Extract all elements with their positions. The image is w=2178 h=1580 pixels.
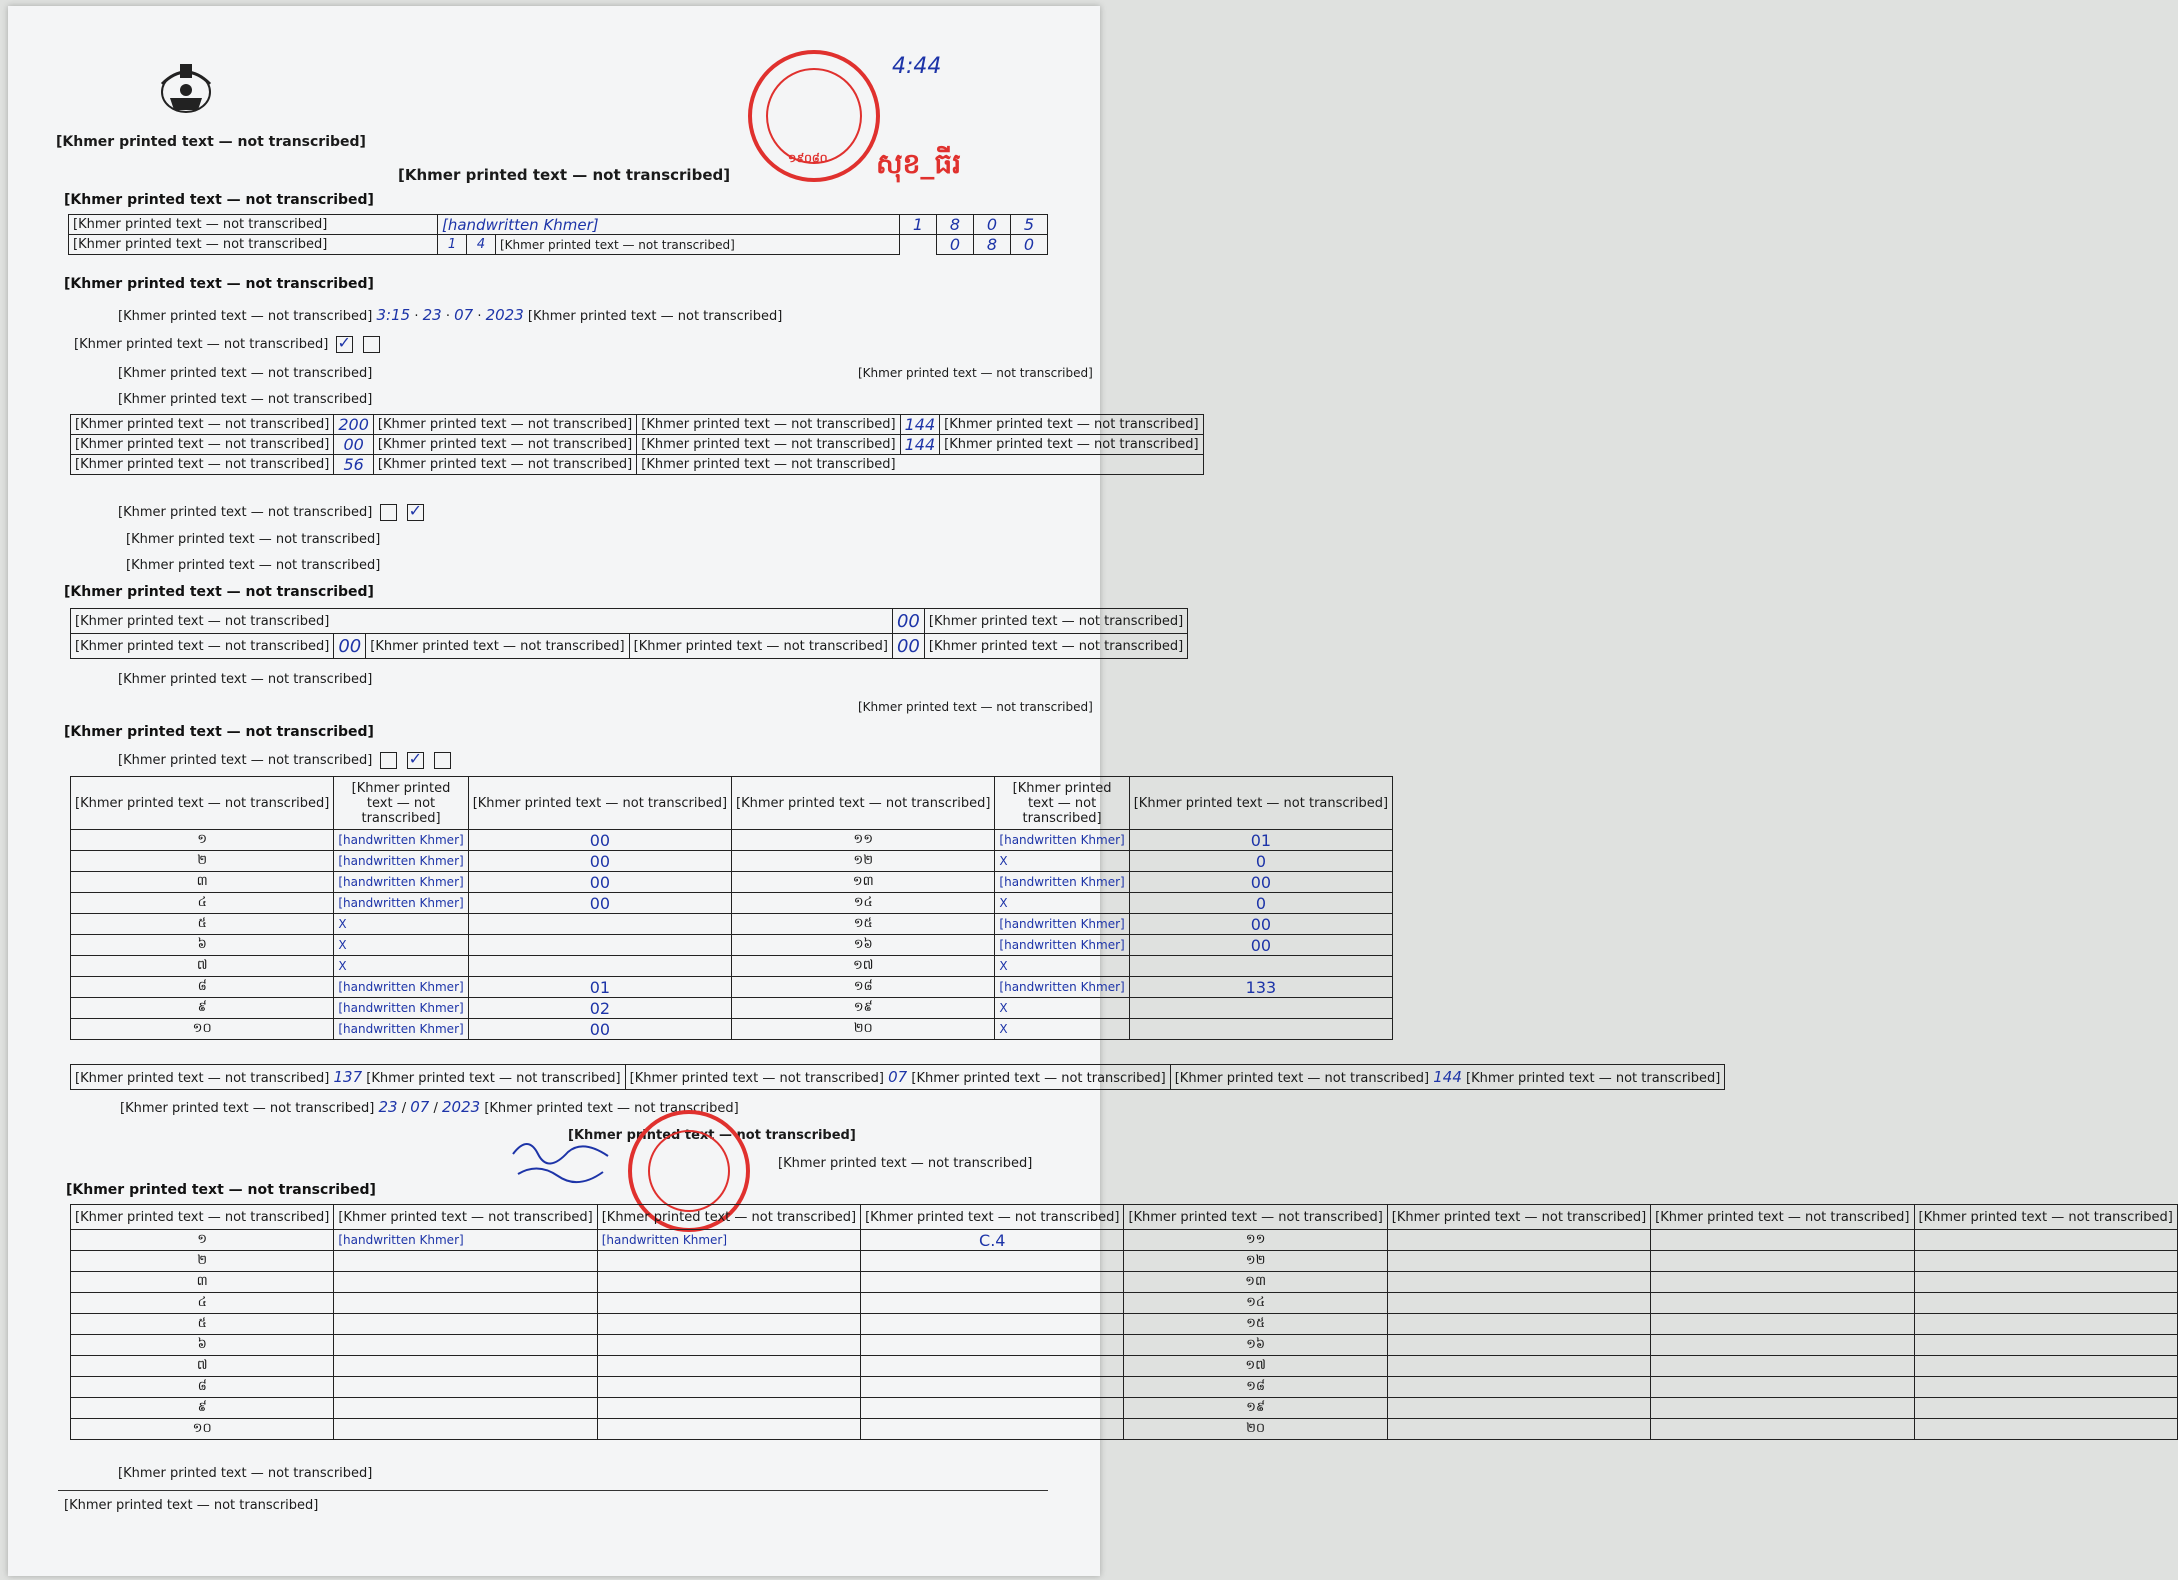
vote-row-no: ១២: [732, 851, 995, 872]
vote-row-no: ២០: [732, 1019, 995, 1040]
vote-row-votes: [468, 914, 731, 935]
table-row: [71, 977, 1393, 998]
vote-row-party: [handwritten Khmer]: [334, 851, 468, 872]
sheets-3-checkbox[interactable]: [434, 752, 451, 769]
vote-row-votes: 00: [1129, 935, 1392, 956]
vote-row-party: [handwritten Khmer]: [995, 935, 1129, 956]
witness-name: [handwritten Khmer]: [334, 1230, 597, 1251]
commune-code-digit: 0: [937, 235, 974, 255]
vote-row-votes: 01: [468, 977, 731, 998]
count-label: [Khmer printed text — not transcribed]: [71, 435, 334, 455]
witness-party: [1651, 1230, 1914, 1251]
witness-party: [1651, 1272, 1914, 1293]
witness-col-party: [Khmer printed text — not transcribed]: [597, 1205, 860, 1230]
table-row: [71, 998, 1393, 1019]
complaint-label: [Khmer printed text — not transcribed]: [71, 609, 893, 634]
section3-heading: [Khmer printed text — not transcribed]: [64, 584, 374, 600]
commune-code-digit: 8: [974, 235, 1011, 255]
witness-party: [597, 1272, 860, 1293]
station-table: [68, 214, 1048, 255]
table-row: [71, 1398, 2178, 1419]
vote-row-no: ១៧: [732, 956, 995, 977]
vote-row-votes: 01: [1129, 830, 1392, 851]
count-right-value: 144: [900, 415, 940, 435]
witness-sign: C.4: [861, 1230, 1124, 1251]
witness-no: ៥: [71, 1314, 334, 1335]
vote-row-party: [handwritten Khmer]: [334, 998, 468, 1019]
count-unit: [Khmer printed text — not transcribed]: [373, 455, 636, 475]
witness-sign: [1914, 1398, 2177, 1419]
vote-row-party: X: [334, 935, 468, 956]
witness-party: [597, 1419, 860, 1440]
witness-no: ១៩: [1124, 1398, 1387, 1419]
vote-row-party: [handwritten Khmer]: [995, 977, 1129, 998]
witness-name: [1387, 1335, 1650, 1356]
witness-table: [70, 1204, 2178, 1440]
prior-note: [Khmer printed text — not transcribed]: [118, 366, 373, 381]
vote-row-votes: [1129, 1019, 1392, 1040]
witness-no: ៨: [71, 1377, 334, 1398]
vote-row-no: ១៣: [732, 872, 995, 893]
witness-no: ១៥: [1124, 1314, 1387, 1335]
opening-time: 3:15: [376, 306, 411, 324]
witness-name: [1387, 1398, 1650, 1419]
vote-row-no: ១៨: [732, 977, 995, 998]
vote-row-no: ២: [71, 851, 334, 872]
code-digit: 0: [974, 215, 1011, 235]
resolved-label: [Khmer printed text — not transcribed]: [71, 634, 334, 659]
witness-sign: [1914, 1251, 2177, 1272]
witness-party: [1651, 1377, 1914, 1398]
witness-name: [1387, 1377, 1650, 1398]
vote-row-no: ១៩: [732, 998, 995, 1019]
vote-row-party: X: [334, 914, 468, 935]
count-label: [Khmer printed text — not transcribed]: [71, 415, 334, 435]
witness-footnote: [Khmer printed text — not transcribed]: [118, 1466, 373, 1481]
total-valid-label: [Khmer printed text — not transcribed]: [75, 1071, 330, 1086]
total-valid-value: 137: [333, 1068, 363, 1086]
difference-note: [Khmer printed text — not transcribed]: [126, 532, 381, 547]
table-row: [71, 872, 1393, 893]
witness-name: [334, 1398, 597, 1419]
witness-sign: [1914, 1293, 2177, 1314]
count-value: 56: [334, 455, 374, 475]
witness-sign: [861, 1251, 1124, 1272]
section4-heading: [Khmer printed text — not transcribed]: [64, 724, 374, 740]
total-valid-unit: [Khmer printed text — not transcribed]: [366, 1071, 621, 1086]
witness-sign: [1914, 1356, 2177, 1377]
code-digit: 1: [900, 215, 937, 235]
count-right-label: [Khmer printed text — not transcribed]: [637, 455, 1203, 475]
witness-name: [334, 1377, 597, 1398]
counts-intro: [Khmer printed text — not transcribed]: [118, 392, 373, 407]
handwritten-name: សុខ_ធីរ: [876, 147, 962, 180]
sheets-text: [Khmer printed text — not transcribed]: [118, 753, 373, 768]
witness-party: [1651, 1335, 1914, 1356]
vote-row-party: X: [995, 956, 1129, 977]
table-row: [71, 1314, 2178, 1335]
witness-party: [597, 1356, 860, 1377]
witness-no: ១៤: [1124, 1293, 1387, 1314]
witness-name: [334, 1419, 597, 1440]
vote-row-no: ១៦: [732, 935, 995, 956]
date-day: 23: [378, 1098, 398, 1116]
seal-text: [Khmer printed text — not transcribed]: [74, 337, 329, 352]
opening-suffix: [Khmer printed text — not transcribed]: [527, 309, 783, 324]
witness-name: [334, 1251, 597, 1272]
complaint-note-hint: [Khmer printed text — not transcribed]: [858, 700, 1093, 714]
opening-year: 2023: [485, 306, 524, 324]
count-right-label: [Khmer printed text — not transcribed]: [637, 435, 900, 455]
commune-code-digit: 0: [1011, 235, 1048, 255]
vote-row-no: ៦: [71, 935, 334, 956]
difference-text: [Khmer printed text — not transcribed]: [118, 505, 373, 520]
witness-sign: [861, 1293, 1124, 1314]
witness-party: [1651, 1251, 1914, 1272]
vote-row-votes: 00: [468, 851, 731, 872]
table-row: [71, 956, 1393, 977]
complaints-table: [70, 608, 1188, 659]
witness-name: [334, 1293, 597, 1314]
table-row: [71, 1019, 1393, 1040]
vote-row-no: ១: [71, 830, 334, 851]
vote-row-no: ៧: [71, 956, 334, 977]
form-sheet: [8, 6, 2173, 1576]
secretary-line: [Khmer printed text — not transcribed]: [778, 1156, 1033, 1171]
count-unit: [Khmer printed text — not transcribed]: [373, 435, 636, 455]
witness-no: ៣: [71, 1272, 334, 1293]
witness-col-no: [Khmer printed text — not transcribed]: [1124, 1205, 1387, 1230]
witness-no: ៩: [71, 1398, 334, 1419]
vote-row-party: [handwritten Khmer]: [995, 830, 1129, 851]
witness-name: [1387, 1419, 1650, 1440]
footer-divider: [58, 1490, 1048, 1491]
witness-col-name: [Khmer printed text — not transcribed]: [334, 1205, 597, 1230]
table-row: [71, 851, 1393, 872]
table-row: [71, 1293, 2178, 1314]
vote-row-no: ៣: [71, 872, 334, 893]
vote-row-votes: 00: [468, 830, 731, 851]
witness-sign: [1914, 1419, 2177, 1440]
witness-no: ១: [71, 1230, 334, 1251]
sheets-1-checkbox[interactable]: [380, 752, 397, 769]
vote-totals: [70, 1064, 1725, 1090]
vote-row-party: X: [995, 1019, 1129, 1040]
vote-row-no: ១១: [732, 830, 995, 851]
witness-no: ១៨: [1124, 1377, 1387, 1398]
opening-month: 07: [454, 306, 474, 324]
org-name: [Khmer printed text — not transcribed]: [56, 134, 366, 150]
station-name: [handwritten Khmer]: [438, 215, 900, 235]
vote-row-votes: 02: [468, 998, 731, 1019]
witness-col-party: [Khmer printed text — not transcribed]: [1651, 1205, 1914, 1230]
vote-row-party: X: [334, 956, 468, 977]
opening-day: 23: [422, 306, 442, 324]
witness-party: [1651, 1398, 1914, 1419]
witness-sign: [861, 1314, 1124, 1335]
chair-title: [Khmer printed text — not transcribed]: [568, 1128, 856, 1143]
count-unit: [Khmer printed text — not transcribed]: [373, 415, 636, 435]
total-invalid-label: [Khmer printed text — not transcribed]: [629, 1071, 884, 1086]
sheets-2-checkbox[interactable]: [407, 752, 424, 769]
emblem-logo: [150, 54, 222, 122]
witness-col-sign: [Khmer printed text — not transcribed]: [861, 1205, 1124, 1230]
table-row: [71, 914, 1393, 935]
witness-sign: [1914, 1230, 2177, 1251]
witness-col-sign: [Khmer printed text — not transcribed]: [1914, 1205, 2177, 1230]
witness-party: [1651, 1293, 1914, 1314]
ballot-counts-table: [70, 414, 1204, 475]
stamp-number: ១៩០៨០: [788, 152, 828, 165]
seal-not-ok-checkbox[interactable]: [363, 336, 380, 353]
vote-row-no: ១៥: [732, 914, 995, 935]
seal-ok-checkbox[interactable]: [336, 336, 353, 353]
vote-row-votes: 00: [468, 872, 731, 893]
vote-row-party: [handwritten Khmer]: [334, 830, 468, 851]
witness-party: [597, 1377, 860, 1398]
table-row: [71, 935, 1393, 956]
difference-has-checkbox[interactable]: [380, 504, 397, 521]
vote-row-votes: 00: [1129, 872, 1392, 893]
col-party-header: [Khmer printed text — not transcribed]: [995, 777, 1129, 830]
vote-row-party: [handwritten Khmer]: [334, 872, 468, 893]
complaint-unit: [Khmer printed text — not transcribed]: [924, 609, 1187, 634]
table-row: [71, 1335, 2178, 1356]
complaint-value: 00: [892, 609, 924, 634]
vote-row-party: [handwritten Khmer]: [995, 914, 1129, 935]
table-row: [71, 1272, 2178, 1293]
vote-row-votes: [468, 935, 731, 956]
witness-no: ១៧: [1124, 1356, 1387, 1377]
witness-no: ១៦: [1124, 1335, 1387, 1356]
total-box-label: [Khmer printed text — not transcribed]: [1174, 1071, 1430, 1086]
date-year: 2023: [442, 1098, 481, 1116]
vote-row-party: [handwritten Khmer]: [995, 872, 1129, 893]
date-label: [Khmer printed text — not transcribed]: [120, 1101, 375, 1116]
col-votes-header: [Khmer printed text — not transcribed]: [468, 777, 731, 830]
prior-note-hint: [Khmer printed text — not transcribed]: [858, 366, 1093, 380]
vote-row-party: [handwritten Khmer]: [334, 1019, 468, 1040]
witness-col-no: [Khmer printed text — not transcribed]: [71, 1205, 334, 1230]
table-row: [71, 1230, 2178, 1251]
witness-party: [597, 1398, 860, 1419]
section5-heading: [Khmer printed text — not transcribed]: [66, 1182, 376, 1198]
vote-row-no: ៥: [71, 914, 334, 935]
opening-text: [Khmer printed text — not transcribed]: [118, 309, 373, 324]
witness-no: ១០: [71, 1419, 334, 1440]
witness-name: [1387, 1356, 1650, 1377]
witness-name: [1387, 1251, 1650, 1272]
witness-name: [1387, 1293, 1650, 1314]
vote-row-party: X: [995, 851, 1129, 872]
witness-sign: [861, 1419, 1124, 1440]
opening-line: [Khmer printed text — not transcribed] 3:15 · 23 · 07 · 2023 [Khmer printed text — not transcribed]: [118, 306, 783, 324]
witness-name: [334, 1314, 597, 1335]
witness-name: [1387, 1272, 1650, 1293]
vote-row-votes: 00: [468, 1019, 731, 1040]
table-row: [71, 830, 1393, 851]
official-stamp: [748, 50, 880, 182]
witness-sign: [861, 1356, 1124, 1377]
province-code-digit: 4: [467, 235, 496, 255]
table-row: [71, 1356, 2178, 1377]
vote-row-party: [handwritten Khmer]: [334, 977, 468, 998]
code-digit: 8: [937, 215, 974, 235]
total-box-unit: [Khmer printed text — not transcribed]: [1466, 1071, 1721, 1086]
vote-row-votes: [468, 956, 731, 977]
resolved-value: 00: [334, 634, 366, 659]
vote-row-votes: 00: [468, 893, 731, 914]
witness-no: ៧: [71, 1356, 334, 1377]
complaint-note: [Khmer printed text — not transcribed]: [118, 672, 373, 687]
witness-no: ១៣: [1124, 1272, 1387, 1293]
witness-no: ៦: [71, 1335, 334, 1356]
witness-party: [597, 1251, 860, 1272]
sheets-line: [118, 752, 454, 769]
date-line: [Khmer printed text — not transcribed] 23 / 07 / 2023 [Khmer printed text — not transcribed]: [120, 1098, 739, 1116]
witness-name: [1387, 1314, 1650, 1335]
vote-row-votes: 133: [1129, 977, 1392, 998]
difference-none-checkbox[interactable]: [407, 504, 424, 521]
total-box-value: 144: [1433, 1068, 1462, 1086]
footer-note: [Khmer printed text — not transcribed]: [64, 1498, 319, 1513]
vote-row-votes: 00: [1129, 914, 1392, 935]
witness-party: [handwritten Khmer]: [597, 1230, 860, 1251]
witness-no: ១២: [1124, 1251, 1387, 1272]
witness-name: [1387, 1230, 1650, 1251]
chair-signature: [508, 1134, 618, 1189]
witness-name: [334, 1335, 597, 1356]
difference-line: [118, 504, 427, 521]
table-row: [71, 893, 1393, 914]
vote-row-party: X: [995, 998, 1129, 1019]
witness-sign: [861, 1335, 1124, 1356]
seal-broken-note: [Khmer printed text — not transcribed]: [126, 558, 381, 573]
vote-row-no: ៤: [71, 893, 334, 914]
witness-party: [1651, 1356, 1914, 1377]
witness-sign: [1914, 1272, 2177, 1293]
form-title: [Khmer printed text — not transcribed]: [398, 166, 731, 184]
col-no-header: [Khmer printed text — not transcribed]: [732, 777, 995, 830]
witness-sign: [1914, 1314, 2177, 1335]
vote-row-no: ១០: [71, 1019, 334, 1040]
col-no-header: [Khmer printed text — not transcribed]: [71, 777, 334, 830]
witness-no: ២០: [1124, 1419, 1387, 1440]
witness-name: [334, 1356, 597, 1377]
vote-row-votes: 0: [1129, 893, 1392, 914]
section1-heading: [Khmer printed text — not transcribed]: [64, 192, 374, 208]
witness-party: [597, 1314, 860, 1335]
witness-no: ៤: [71, 1293, 334, 1314]
appeal-unit: [Khmer printed text — not transcribed]: [924, 634, 1187, 659]
col-votes-header: [Khmer printed text — not transcribed]: [1129, 777, 1392, 830]
total-invalid-value: 07: [888, 1068, 908, 1086]
province-label: [Khmer printed text — not transcribed]: [69, 235, 438, 255]
witness-sign: [861, 1398, 1124, 1419]
vote-row-no: ៨: [71, 977, 334, 998]
col-party-header: [Khmer printed text — not transcribed]: [334, 777, 468, 830]
witness-party: [1651, 1419, 1914, 1440]
witness-sign: [1914, 1335, 2177, 1356]
province-code-digit: 1: [438, 235, 467, 255]
count-label: [Khmer printed text — not transcribed]: [71, 455, 334, 475]
witness-sign: [861, 1272, 1124, 1293]
date-month: 07: [410, 1098, 430, 1116]
table-row: [71, 1251, 2178, 1272]
witness-col-name: [Khmer printed text — not transcribed]: [1387, 1205, 1650, 1230]
vote-row-party: [handwritten Khmer]: [334, 893, 468, 914]
witness-no: ១១: [1124, 1230, 1387, 1251]
witness-no: ២: [71, 1251, 334, 1272]
vote-row-no: ៩: [71, 998, 334, 1019]
witness-party: [597, 1335, 860, 1356]
table-row: [71, 1377, 2178, 1398]
vote-row-no: ១៤: [732, 893, 995, 914]
section2-heading: [Khmer printed text — not transcribed]: [64, 276, 374, 292]
count-value: 00: [334, 435, 374, 455]
witness-party: [597, 1293, 860, 1314]
count-value: 200: [334, 415, 374, 435]
vote-row-votes: [1129, 998, 1392, 1019]
witness-name: [334, 1272, 597, 1293]
total-invalid-unit: [Khmer printed text — not transcribed]: [911, 1071, 1166, 1086]
seal-line: [74, 336, 383, 353]
vote-row-party: X: [995, 893, 1129, 914]
appeal-value: 00: [892, 634, 924, 659]
code-digit: 5: [1011, 215, 1048, 235]
committee-name: [Khmer printed text — not transcribed]: [484, 1101, 739, 1116]
count-right-unit: [Khmer printed text — not transcribed]: [940, 435, 1203, 455]
witness-party: [1651, 1314, 1914, 1335]
party-votes-table: [70, 776, 1393, 1040]
handwritten-time: 4:44: [892, 54, 942, 79]
resolved-unit: [Khmer printed text — not transcribed]: [366, 634, 629, 659]
vote-row-votes: 0: [1129, 851, 1392, 872]
station-label: [Khmer printed text — not transcribed]: [69, 215, 438, 235]
commune-label: [Khmer printed text — not transcribed]: [496, 235, 900, 255]
vote-row-votes: [1129, 956, 1392, 977]
count-right-value: 144: [900, 435, 940, 455]
appeal-label: [Khmer printed text — not transcribed]: [629, 634, 892, 659]
witness-sign: [861, 1377, 1124, 1398]
witness-sign: [1914, 1377, 2177, 1398]
count-right-unit: [Khmer printed text — not transcribed]: [940, 415, 1203, 435]
count-right-label: [Khmer printed text — not transcribed]: [637, 415, 900, 435]
table-row: [71, 1419, 2178, 1440]
